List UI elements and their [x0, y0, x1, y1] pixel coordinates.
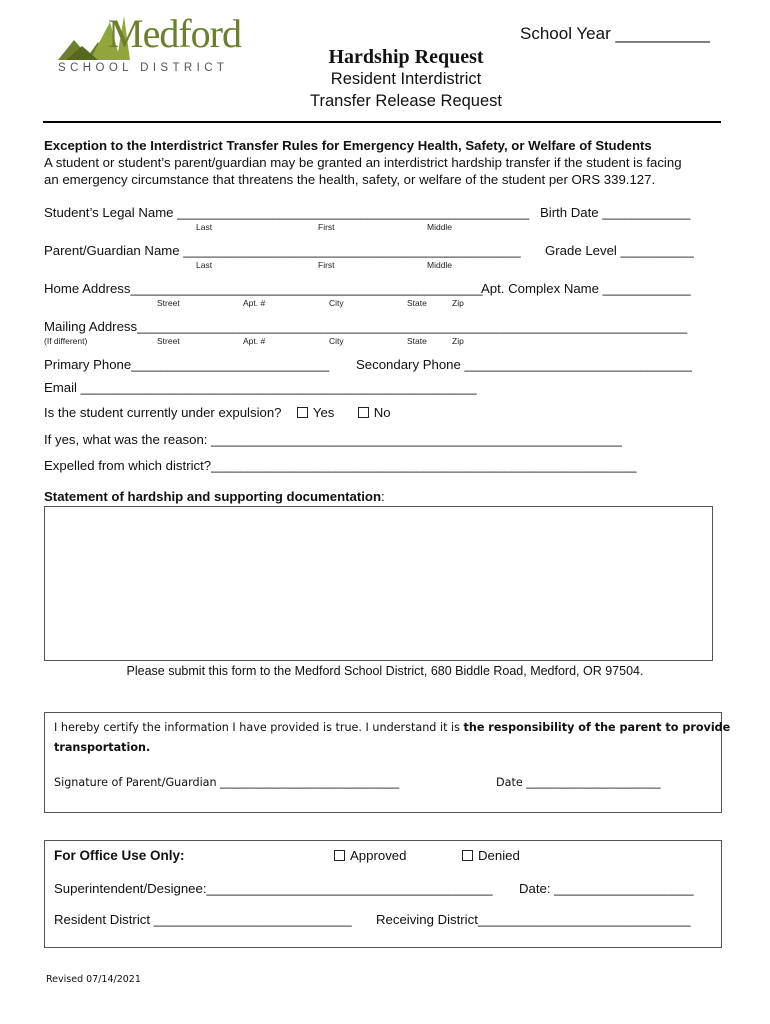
- statement-colon: :: [381, 489, 385, 504]
- label-last: Last: [196, 260, 213, 270]
- signature-field[interactable]: Signature of Parent/Guardian ________________________________: [54, 776, 400, 789]
- certify-date-field[interactable]: Date ________________________: [496, 776, 661, 789]
- statement-heading-text: Statement of hardship and supporting documentation: [44, 489, 382, 504]
- yes-checkbox[interactable]: [297, 407, 308, 418]
- label-state: State: [407, 336, 427, 346]
- office-use-heading: For Office Use Only:: [54, 848, 185, 863]
- page-title: Hardship Request: [328, 46, 484, 68]
- subtitle-1: Resident Interdistrict: [330, 70, 482, 88]
- no-checkbox[interactable]: [358, 407, 369, 418]
- label-state: State: [407, 298, 427, 308]
- intro-line-1: A student or student’s parent/guardian may be granted an interdistrict hardship transfer if the student is facing: [44, 155, 682, 170]
- label-if-different: (If different): [44, 336, 88, 346]
- parent-name-field[interactable]: Parent/Guardian Name ______________________________________________: [44, 243, 521, 258]
- subtitle-2: Transfer Release Request: [310, 92, 502, 110]
- apt-complex-field[interactable]: Apt. Complex Name ____________: [481, 281, 691, 296]
- statement-heading: [44, 489, 385, 504]
- intro-heading: Exception to the Interdistrict Transfer Rules for Emergency Health, Safety, or Welfare of Students: [44, 138, 652, 153]
- certify-text: [54, 721, 730, 734]
- no-label: No: [373, 405, 391, 420]
- certify-bold-1: the responsibility of the parent to provide: [463, 721, 731, 734]
- label-last: Last: [196, 222, 213, 232]
- label-zip: Zip: [452, 298, 464, 308]
- approved-option[interactable]: [334, 848, 406, 863]
- grade-level-field[interactable]: Grade Level __________: [545, 243, 694, 258]
- submit-note: Please submit this form to the Medford School District, 680 Biddle Road, Medford, OR 97504.: [126, 664, 644, 678]
- expelled-district-field[interactable]: Expelled from which district?__________________________________________________________: [44, 458, 637, 473]
- mailing-address-field[interactable]: Mailing Address___________________________________________________________________________: [44, 319, 688, 334]
- secondary-phone-field[interactable]: Secondary Phone _______________________________: [356, 357, 692, 372]
- birth-date-field[interactable]: Birth Date ____________: [540, 205, 691, 220]
- school-year-field[interactable]: School Year __________: [520, 24, 711, 43]
- primary-phone-field[interactable]: Primary Phone___________________________: [44, 357, 330, 372]
- revised-date: Revised 07/14/2021: [46, 974, 141, 985]
- certify-text-1: I hereby certify the information I have provided is true. I understand it is: [54, 721, 464, 734]
- expulsion-reason-field[interactable]: If yes, what was the reason: ________________________________________________________: [44, 432, 622, 447]
- label-apt: Apt. #: [243, 298, 266, 308]
- expulsion-question-label: Is the student currently under expulsion?: [44, 405, 282, 420]
- label-zip: Zip: [452, 336, 464, 346]
- office-date-field[interactable]: Date: ___________________: [519, 881, 694, 896]
- email-field[interactable]: Email ______________________________________________________: [44, 380, 477, 395]
- label-city: City: [329, 336, 344, 346]
- label-street: Street: [157, 298, 180, 308]
- certify-bold-2: transportation.: [54, 741, 151, 754]
- approved-checkbox[interactable]: [334, 850, 345, 861]
- intro-line-2: an emergency circumstance that threatens the health, safety, or welfare of the student per ORS 339.127.: [44, 172, 656, 187]
- logo-subtitle: SCHOOL DISTRICT: [58, 62, 229, 74]
- label-city: City: [329, 298, 344, 308]
- superintendent-field[interactable]: Superintendent/Designee:_______________________________________: [54, 881, 493, 896]
- label-apt: Apt. #: [243, 336, 266, 346]
- label-middle: Middle: [427, 222, 453, 232]
- denied-label: Denied: [478, 848, 520, 863]
- receiving-district-field[interactable]: Receiving District_____________________________: [376, 912, 691, 927]
- denied-checkbox[interactable]: [462, 850, 473, 861]
- expulsion-question: [44, 405, 391, 420]
- label-first: First: [318, 260, 335, 270]
- statement-textarea[interactable]: [44, 506, 713, 661]
- yes-label: Yes: [312, 405, 335, 420]
- logo-word: Medford: [108, 11, 241, 56]
- approved-label: Approved: [350, 848, 407, 863]
- label-middle: Middle: [427, 260, 453, 270]
- resident-district-field[interactable]: Resident District ___________________________: [54, 912, 352, 927]
- label-street: Street: [157, 336, 180, 346]
- denied-option[interactable]: [462, 848, 520, 863]
- home-address-field[interactable]: Home Address________________________________________________: [44, 281, 483, 296]
- header-divider: [43, 121, 721, 123]
- student-name-field[interactable]: Student’s Legal Name ________________________________________________: [44, 205, 530, 220]
- label-first: First: [318, 222, 335, 232]
